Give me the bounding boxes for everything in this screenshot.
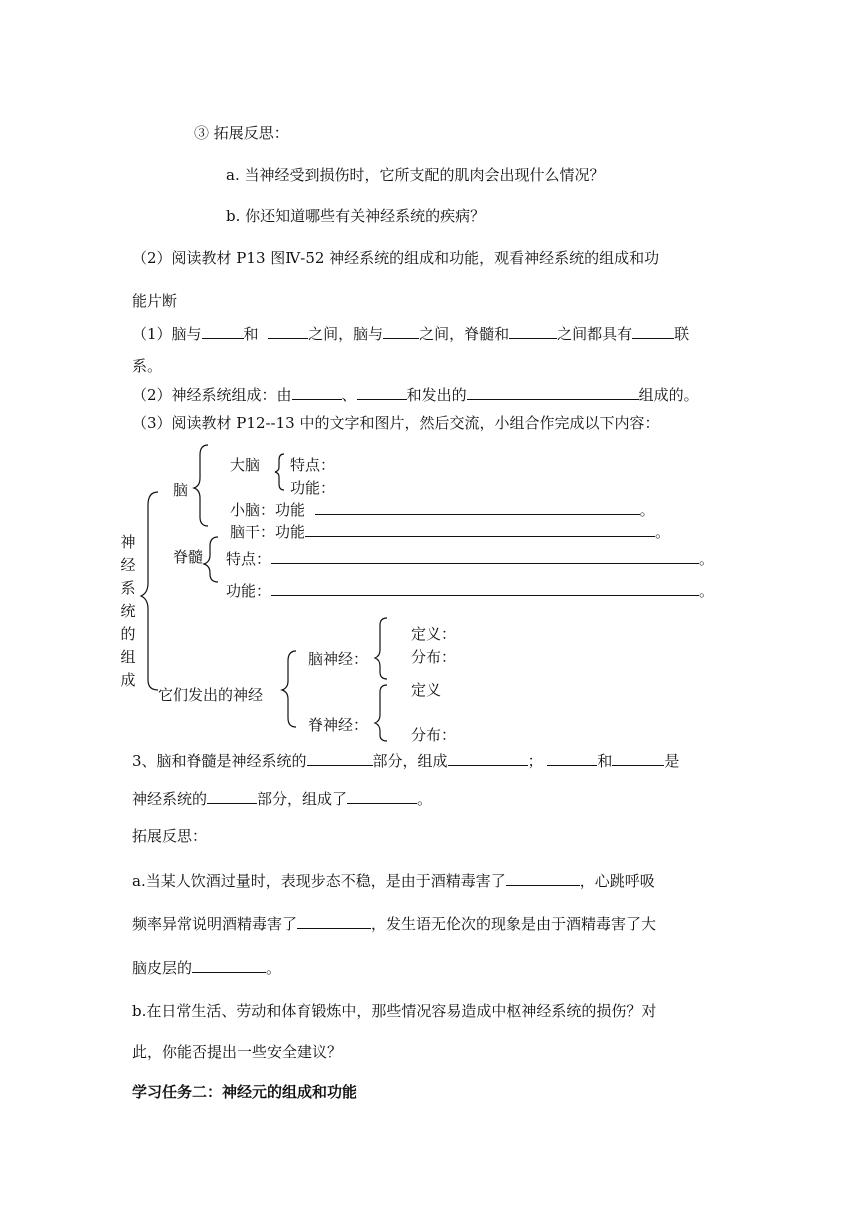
root-label-char: 的 — [120, 625, 136, 643]
node-naoshenjing: 脑神经： — [308, 650, 369, 668]
node-naogan: 脑干：功能 。 — [230, 523, 671, 541]
blank — [271, 581, 699, 596]
root-label-char: 神 — [120, 533, 136, 551]
node-jisui: 脊髓 — [173, 548, 204, 566]
fill-question-1: （1）脑与 和 之间，脑与 之间，脊髓和 之间都具有 联 — [132, 325, 690, 343]
jisui-gongneng: 功能： 。 — [226, 582, 715, 600]
reflection-a-line2: 频率异常说明酒精毒害了 ，发生语无伦次的现象是由于酒精毒害了大 — [132, 915, 657, 933]
blank — [297, 914, 371, 929]
blank — [547, 751, 597, 766]
label-dingyi: 定义： — [411, 625, 457, 643]
paragraph-line: 能片断 — [132, 292, 178, 310]
root-label-char: 成 — [120, 671, 136, 689]
label-tedian: 特点： — [290, 456, 336, 474]
blank — [192, 958, 266, 973]
blank — [307, 751, 373, 766]
root-label-char: 组 — [120, 648, 136, 666]
reflection-a-line1: a.当某人饮酒过量时，表现步态不稳，是由于酒精毒害了 ，心跳呼吸 — [132, 872, 655, 890]
node-xiaonao: 小脑：功能 。 — [230, 501, 655, 519]
blank — [506, 871, 580, 886]
reflection-a-line3: 脑皮层的 。 — [132, 959, 282, 977]
question-b: b. 你还知道哪些有关神经系统的疾病？ — [226, 207, 486, 225]
reflection-b-line1: b.在日常生活、劳动和体育锻炼中，那些情况容易造成中枢神经系统的损伤？对 — [132, 1002, 657, 1020]
blank — [207, 789, 257, 804]
node-tamen: 它们发出的神经 — [158, 686, 264, 704]
blank — [612, 751, 664, 766]
blank — [448, 751, 528, 766]
paragraph-line: （2）阅读教材 P13 图Ⅳ-52 神经系统的组成和功能，观看神经系统的组成和功 — [132, 249, 660, 267]
section-heading: ③ 拓展反思： — [194, 124, 289, 142]
node-nao: 脑 — [173, 481, 189, 499]
blank — [305, 522, 655, 537]
root-label-char: 系 — [120, 579, 136, 597]
blank — [347, 789, 417, 804]
fill-question-2: （2）神经系统组成：由 、 和发出的 组成的。 — [132, 386, 699, 404]
label-fenbu: 分布： — [411, 726, 457, 744]
label-dingyi: 定义 — [411, 681, 442, 699]
root-label-char: 统 — [120, 602, 136, 620]
fill-question-3-cont: 神经系统的 部分，组成了 。 — [132, 790, 433, 808]
node-danao: 大脑 — [230, 456, 261, 474]
paragraph-line: 系。 — [132, 357, 163, 375]
root-label-char: 经 — [120, 556, 136, 574]
node-jishenjing: 脊神经： — [308, 716, 369, 734]
paragraph-line: （3）阅读教材 P12--13 中的文字和图片，然后交流，小组合作完成以下内容： — [132, 414, 660, 432]
fill-question-3: 3、脑和脊髓是神经系统的 部分，组成 ； 和 是 — [132, 752, 680, 770]
task2-title: 学习任务二：神经元的组成和功能 — [132, 1083, 358, 1101]
question-a: a. 当神经受到损伤时，它所支配的肌肉会出现什么情况？ — [226, 166, 605, 184]
blank — [315, 500, 640, 515]
reflection-b-line2: 此，你能否提出一些安全建议？ — [132, 1043, 343, 1061]
reflection-heading: 拓展反思： — [132, 827, 208, 845]
blank — [271, 549, 699, 564]
jisui-tedian: 特点： 。 — [226, 550, 715, 568]
label-fenbu: 分布： — [411, 648, 457, 666]
label-gongneng: 功能： — [290, 479, 336, 497]
